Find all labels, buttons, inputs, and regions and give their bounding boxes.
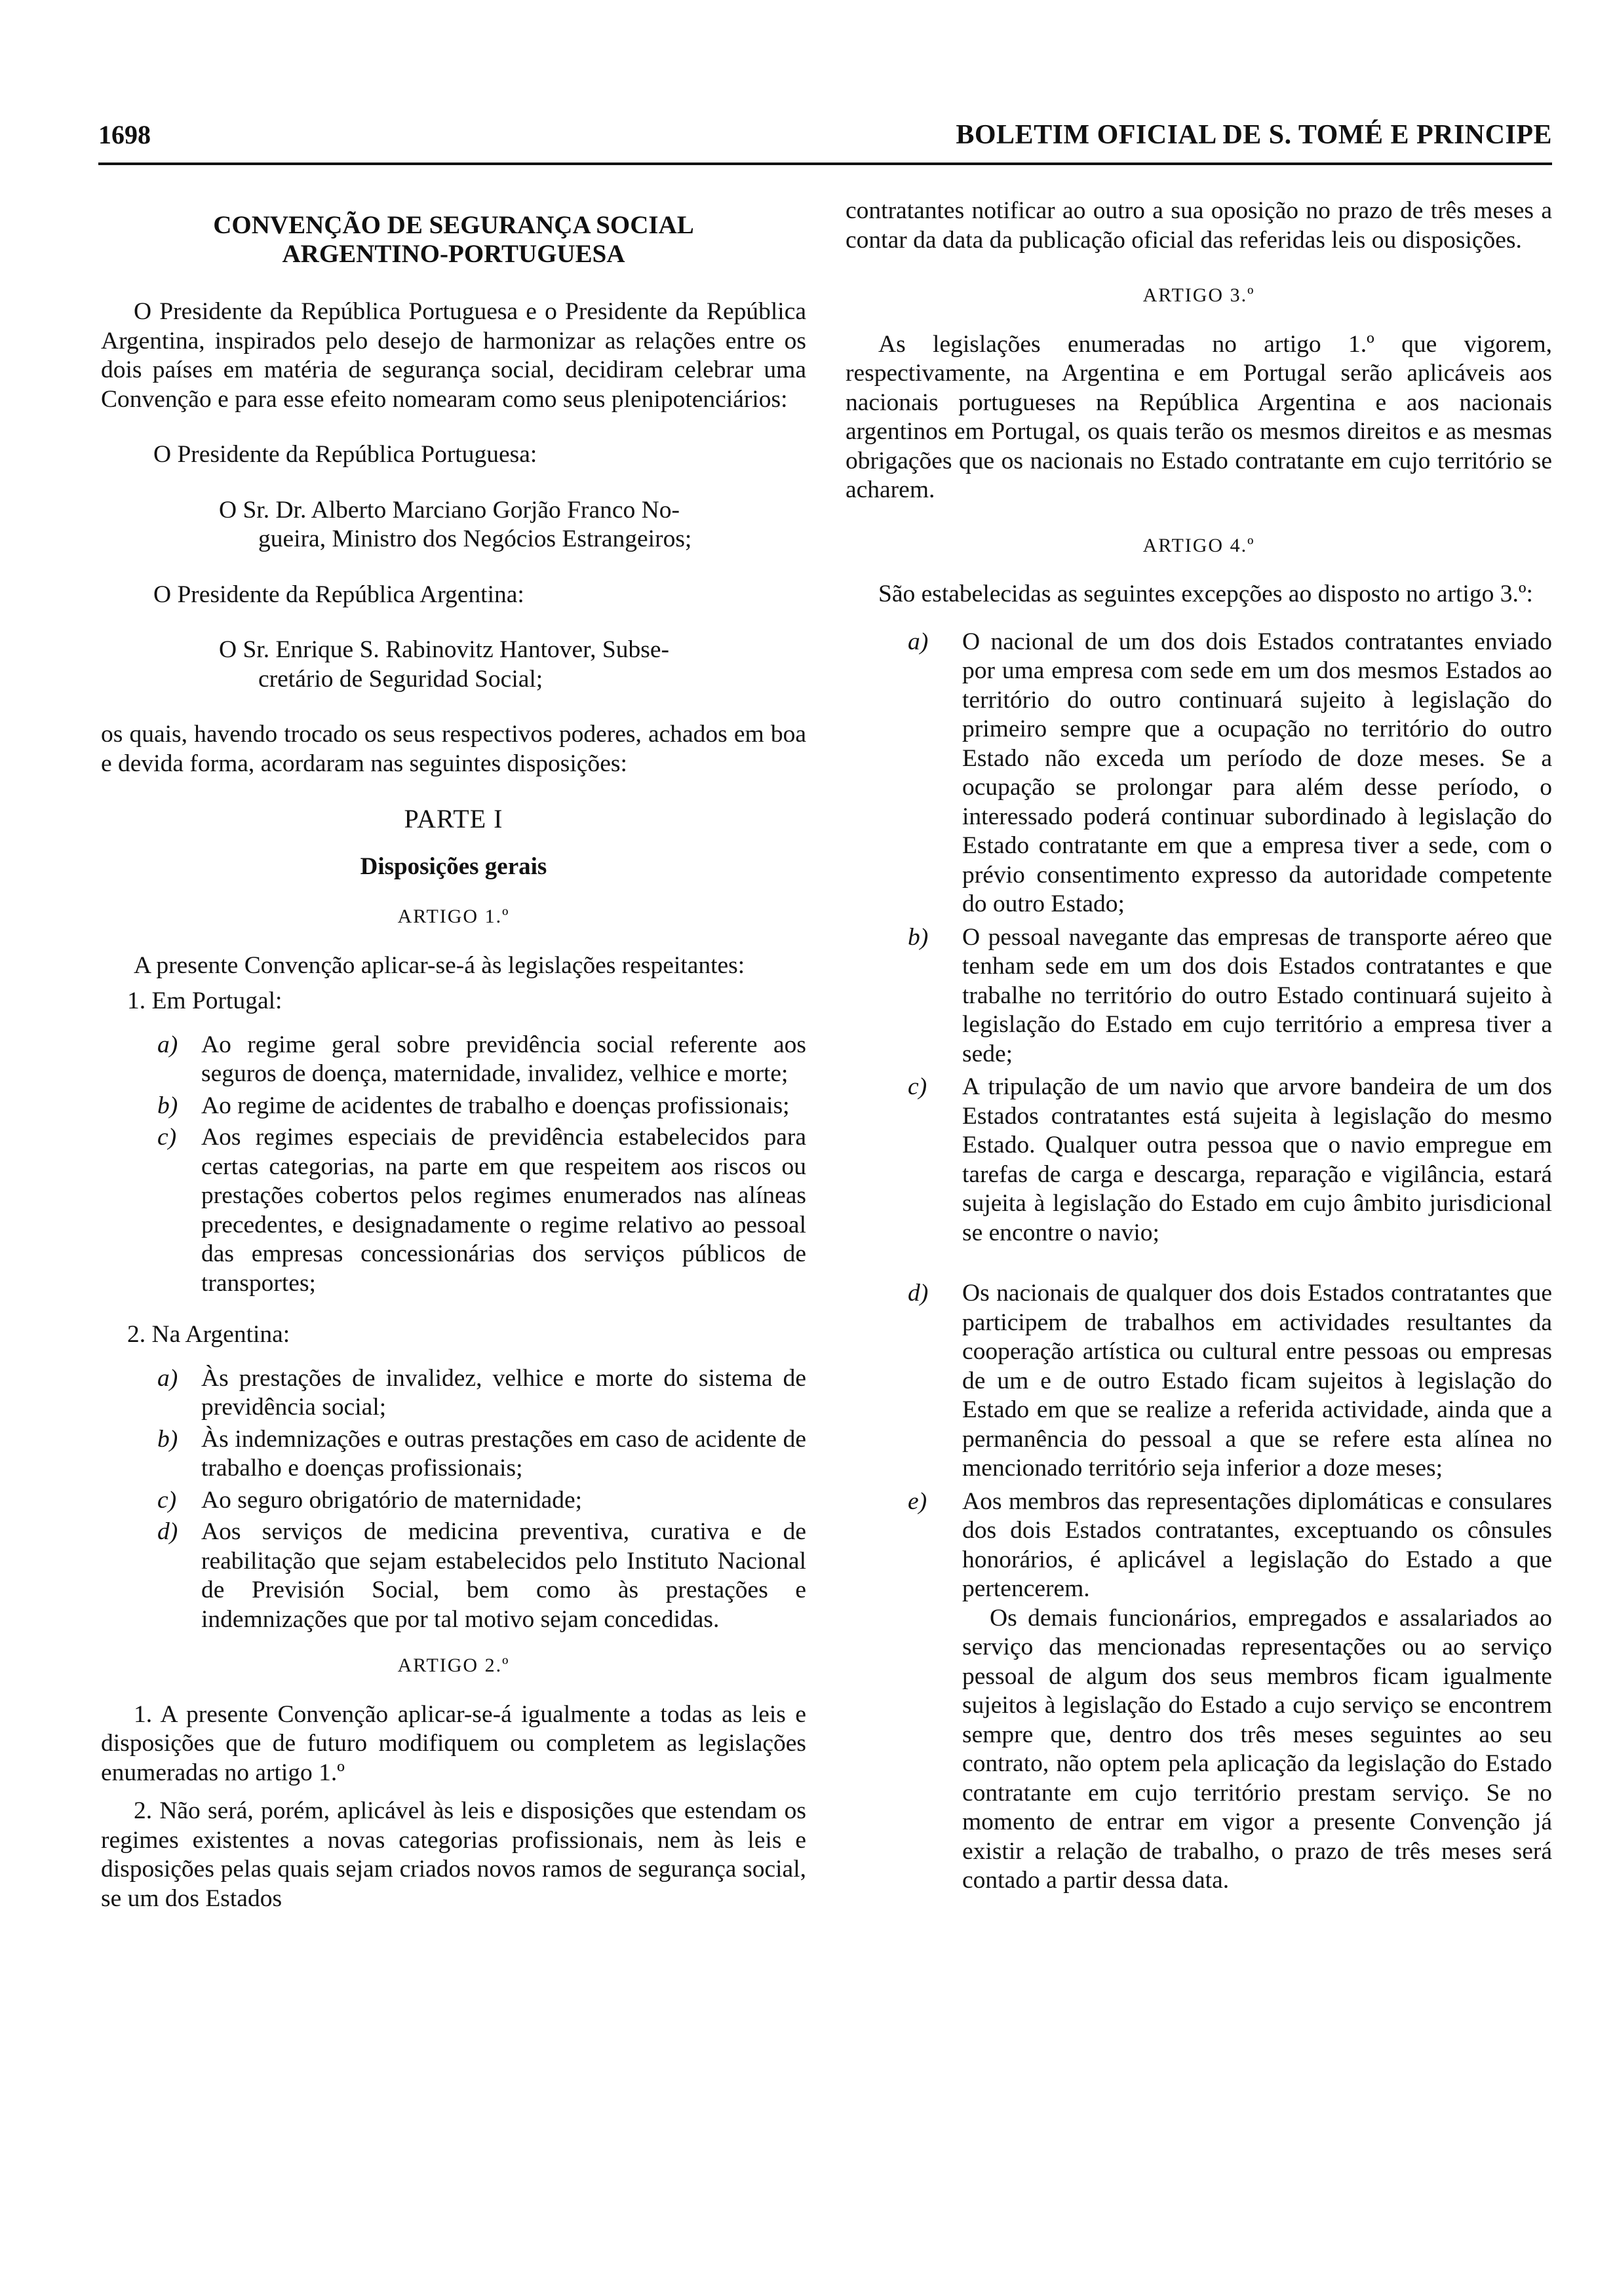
alinea-label: b) <box>157 1092 178 1119</box>
alinea-text: Às indemnizações e outras prestações em caso de acidente de trabalho e doenças profissionais; <box>201 1425 806 1482</box>
alinea-text: Às prestações de invalidez, velhice e morte do sistema de previdência social; <box>201 1364 806 1421</box>
convention-title <box>101 211 806 269</box>
plenipotentiary-1-lead: O Presidente da República Portuguesa: <box>153 441 537 468</box>
article-4-intro: São estabelecidas as seguintes excepções ao disposto no artigo 3.º: <box>878 581 1533 607</box>
alinea-label: a) <box>908 628 929 655</box>
article-4-heading: ARTIGO 4.º <box>1142 534 1255 556</box>
alinea <box>101 1364 806 1423</box>
alinea-label: c) <box>908 1073 927 1100</box>
part-subtitle: Disposições gerais <box>360 852 547 880</box>
article-1-item-1-list <box>101 1031 806 1299</box>
plenipotentiary-2-lead: O Presidente da República Argentina: <box>153 581 524 608</box>
alinea-text: Aos regimes especiais de previdência estabelecidos para certas categorias, na parte em que respeitem aos riscos ou prestações cobertos pelos regimes enumerados nas alíneas precedentes, e designadamente o regime relativo ao pessoal das empresas concessionárias dos serviços públicos de transportes; <box>201 1124 806 1297</box>
journal-title: BOLETIM OFICIAL DE S. TOMÉ E PRINCIPE <box>956 120 1552 150</box>
alinea <box>101 1123 806 1298</box>
alinea-label: a) <box>157 1364 178 1392</box>
plenipotentiary-1-name-b: gueira, Ministro dos Negócios Estrangeiros; <box>258 526 692 552</box>
alinea <box>846 1279 1552 1483</box>
article-1-item-1: 1. Em Portugal: <box>127 987 282 1014</box>
plenipotentiary-2-name-a: O Sr. Enrique S. Rabinovitz Hantover, Subse- <box>219 636 669 663</box>
plenipotentiary-1-name <box>101 496 806 554</box>
alinea-text: O nacional de um dos dois Estados contratantes enviado por uma empresa com sede em um dos mesmos Estados ao território do outro continuará sujeito à legislação do primeiro sempre que a ocupação no território do outro Estado não exceda um período de doze meses. Se a ocupação se prolongar para além desse período, o interessado poderá continuar subordinado à legislação do Estado contratante em que a empresa tiver a sede, com o prévio consentimento expresso da autoridade competente do outro Estado; <box>962 628 1552 917</box>
alinea-label: b) <box>908 923 929 951</box>
article-1-item-2-list <box>101 1364 806 1635</box>
convention-title-line2: ARGENTINO-PORTUGUESA <box>282 240 625 268</box>
alinea <box>101 1031 806 1089</box>
alinea-label: d) <box>157 1518 178 1545</box>
alinea-label: b) <box>157 1425 178 1453</box>
alinea-text: A tripulação de um navio que arvore bandeira de um dos Estados contratantes está sujeita à legislação do mesmo Estado. Qualquer outra pessoa que o navio empregue em tarefas de carga e descarga, reparação e vigilância, estará sujeita à legislação do Estado em cujo âmbito jurisdicional se encontre o navio; <box>962 1073 1552 1246</box>
alinea <box>846 628 1552 919</box>
article-4-list <box>846 628 1552 1896</box>
alinea <box>846 923 1552 1069</box>
alinea-text: Os nacionais de qualquer dos dois Estados contratantes que participem de trabalhos em actividades resultantes da cooperação artística ou cultural entre pessoas ou empresas de um e de outro Estado ficam sujeitos à legislação do Estado em que se realize a referida actividade, ainda que a permanência do pessoal a que se refere esta alínea no mencionado território seja inferior a doze meses; <box>962 1280 1552 1482</box>
continued-paragraph: contratantes notificar ao outro a sua oposição no prazo de três meses a contar da data da publicação oficial das referidas leis ou disposições. <box>846 197 1552 254</box>
alinea <box>101 1092 806 1121</box>
article-1-heading: ARTIGO 1.º <box>397 906 510 927</box>
alinea-text: Ao seguro obrigatório de maternidade; <box>201 1486 583 1514</box>
convention-title-line1: CONVENÇÃO DE SEGURANÇA SOCIAL <box>213 211 694 239</box>
alinea-label: d) <box>908 1280 929 1307</box>
alinea-text: Aos membros das representações diplomáticas e consulares dos dois Estados contratantes, exceptuando os cônsules honorários, é aplicável a legislação do Estado a que pertencerem. <box>962 1487 1552 1602</box>
plenipotentiary-2-name-b: cretário de Seguridad Social; <box>258 665 543 693</box>
plenipotentiary-2-name <box>101 636 806 694</box>
alinea <box>101 1425 806 1483</box>
plenipotentiary-1-name-a: O Sr. Dr. Alberto Marciano Gorjão Franco No- <box>219 496 680 524</box>
alinea <box>101 1486 806 1516</box>
spacer <box>846 1252 1552 1279</box>
part-heading: PARTE I <box>404 804 503 833</box>
alinea-subparagraph: Os demais funcionários, empregados e assalariados ao serviço das mencionadas representações ou ao serviço pessoal de algum dos seus membros ficam igualmente sujeitos à legislação do Estado a cujo serviço se encontrem sempre que, dentro dos três meses seguintes ao seu contrato, não optem pela aplicação da legislação do Estado contratante em cujo território prestam serviço. Se no momento de entrar em vigor a presente Convenção já existir a relação de trabalho, o prazo de três meses será contado a partir dessa data. <box>962 1604 1552 1894</box>
alinea <box>846 1073 1552 1248</box>
left-column <box>101 197 806 1913</box>
article-1-item-2: 2. Na Argentina: <box>127 1321 290 1348</box>
alinea <box>101 1518 806 1634</box>
alinea-label: a) <box>157 1031 178 1058</box>
intro-paragraph: O Presidente da República Portuguesa e o Presidente da República Argentina, inspirados pelo desejo de harmonizar as relações entre os dois países em matéria de segurança social, decidiram celebrar uma Convenção e para esse efeito nomearam como seus plenipotenciários: <box>101 298 806 413</box>
alinea-text: Aos serviços de medicina preventiva, curativa e de reabilitação que sejam estabelecidos pelo Instituto Nacional de Previsión Social, bem como às prestações e indemnizações que por tal motivo sejam concedidas. <box>201 1518 806 1633</box>
closing-paragraph: os quais, havendo trocado os seus respectivos poderes, achados em boa e devida forma, acordaram nas seguintes disposições: <box>101 721 806 777</box>
article-3-text: As legislações enumeradas no artigo 1.º que vigorem, respectivamente, na Argentina e em Portugal serão aplicáveis aos nacionais portugueses na República Argentina e aos nacionais argentinos em Portugal, os quais terão os mesmos direitos e as mesmas obrigações que os nacionais no Estado contratante em cujo território se acharem. <box>846 330 1552 503</box>
article-2-paragraph-1: 1. A presente Convenção aplicar-se-á igualmente a todas as leis e disposições que de futuro modifiquem ou completem as legislações enumeradas no artigo 1.º <box>101 1700 806 1786</box>
article-3-heading: ARTIGO 3.º <box>1142 284 1255 306</box>
page-number: 1698 <box>98 120 151 149</box>
alinea-label: e) <box>908 1487 927 1515</box>
alinea-text: Ao regime de acidentes de trabalho e doenças profissionais; <box>201 1092 790 1119</box>
alinea-text: O pessoal navegante das empresas de transporte aéreo que tenham sede em um dos dois Estados contratantes e que trabalhe no território do outro Estado continuará sujeito à legislação do Estado em cujo território a empresa tiver a sede; <box>962 923 1552 1067</box>
article-1-intro: A presente Convenção aplicar-se-á às legislações respeitantes: <box>134 951 745 979</box>
right-column <box>846 197 1552 1900</box>
alinea-label: c) <box>157 1124 177 1151</box>
article-2-heading: ARTIGO 2.º <box>397 1655 510 1676</box>
page-header <box>98 110 1552 165</box>
alinea-label: c) <box>157 1486 177 1514</box>
alinea <box>846 1487 1552 1896</box>
article-2-paragraph-2: 2. Não será, porém, aplicável às leis e disposições que estendam os regimes existentes a novas categorias profissionais, nem às leis e disposições pelas quais sejam criados novos ramos de segurança social, se um dos Estados <box>101 1797 806 1912</box>
alinea-text: Ao regime geral sobre previdência social referente aos seguros de doença, maternidade, invalidez, velhice e morte; <box>201 1031 806 1087</box>
